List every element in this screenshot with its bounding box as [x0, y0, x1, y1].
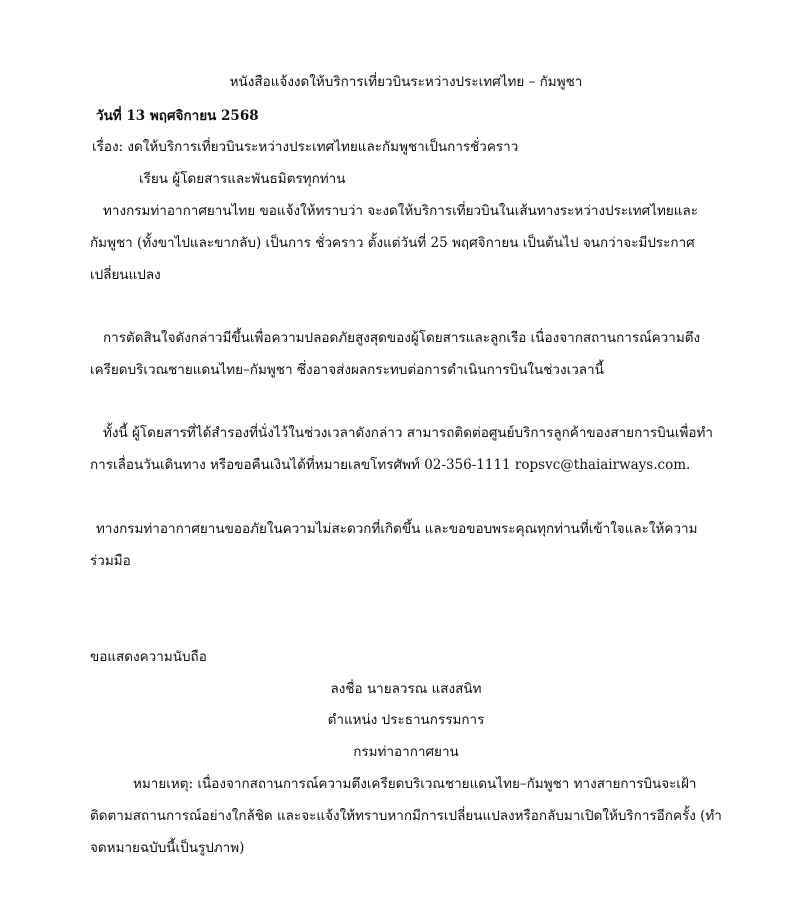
document-title: หนังสือแจ้งงดให้บริการเที่ยวบินระหว่างประเทศไทย – กัมพูชา — [229, 74, 583, 90]
paragraph-4-line-1: ทางกรมท่าอากาศยานขออภัยในความไม่สะดวกที่เกิดขึ้น และขอขอบพระคุณทุกท่านที่เข้าใจและให้ความ — [96, 521, 698, 537]
document-date: วันที่ 13 พฤศจิกายน 2568 — [96, 108, 259, 124]
paragraph-4-line-2: ร่วมมือ — [90, 553, 131, 569]
note-line-3: จดหมายฉบับนี้เป็นรูปภาพ) — [90, 840, 245, 856]
document-subject: เรื่อง: งดให้บริการเที่ยวบินระหว่างประเทศไทยและกัมพูชาเป็นการชั่วคราว — [92, 139, 519, 155]
signature-position: ตำแหน่ง ประธานกรรมการ — [327, 712, 485, 728]
paragraph-3-line-2: การเลื่อนวันเดินทาง หรือขอคืนเงินได้ที่หมายเลขโทรศัพท์ 02-356-1111 ropsvc@thaiairways.com. — [90, 457, 691, 473]
salutation: เรียน ผู้โดยสารและพันธมิตรทุกท่าน — [139, 171, 346, 187]
closing: ขอแสดงความนับถือ — [90, 649, 207, 665]
paragraph-2-line-1: การตัดสินใจดังกล่าวมีขึ้นเพื่อความปลอดภัยสูงสุดของผู้โดยสารและลูกเรือ เนื่องจากสถานการณ์ความตึง — [103, 330, 701, 346]
paragraph-2-line-2: เครียดบริเวณชายแดนไทย–กัมพูชา ซึ่งอาจส่งผลกระทบต่อการดำเนินการบินในช่วงเวลานี้ — [90, 362, 604, 378]
note-line-1: หมายเหตุ: เนื่องจากสถานการณ์ความตึงเครียดบริเวณชายแดนไทย–กัมพูชา ทางสายการบินจะเฝ้า — [133, 776, 697, 792]
signature-name: ลงชื่อ นายลวรณ แสงสนิท — [330, 681, 482, 697]
note-line-2: ติดตามสถานการณ์อย่างใกล้ชิด และจะแจ้งให้ทราบหากมีการเปลี่ยนแปลงหรือกลับมาเปิดให้บริการอีกครั้ง (ทำ — [90, 808, 722, 824]
paragraph-1-line-3: เปลี่ยนแปลง — [90, 267, 161, 283]
signature-organization: กรมท่าอากาศยาน — [353, 744, 459, 760]
paragraph-3-line-1: ทั้งนี้ ผู้โดยสารที่ได้สำรองที่นั่งไว้ในช่วงเวลาดังกล่าว สามารถติดต่อศูนย์บริการลูกค้าของสายการบินเพื่อทำ — [103, 425, 713, 441]
paragraph-1-line-2: กัมพูชา (ทั้งขาไปและขากลับ) เป็นการ ชั่วคราว ตั้งแต่วันที่ 25 พฤศจิกายน เป็นต้นไป จนกว่าจะมีประกาศ — [90, 235, 695, 251]
paragraph-1-line-1: ทางกรมท่าอากาศยานไทย ขอแจ้งให้ทราบว่า จะงดให้บริการเที่ยวบินในเส้นทางระหว่างประเทศไทยและ — [103, 203, 699, 219]
